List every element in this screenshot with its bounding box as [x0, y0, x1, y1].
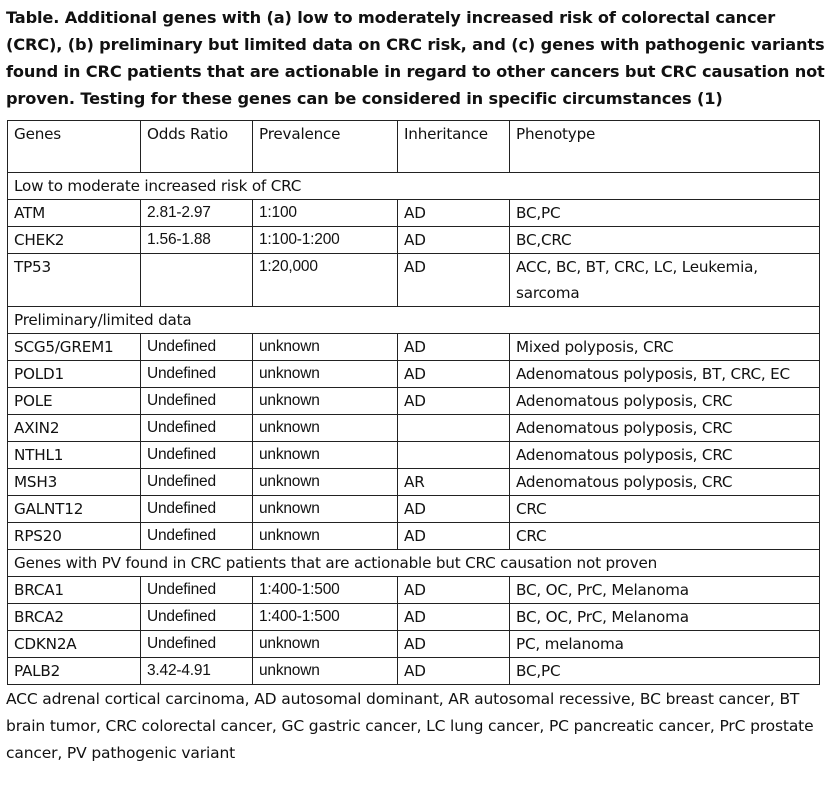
gene-cell: PALB2 — [8, 658, 141, 685]
gene-cell: SCG5/GREM1 — [8, 334, 141, 361]
gene-cell: POLD1 — [8, 361, 141, 388]
table-row — [8, 334, 820, 361]
table-row — [8, 254, 820, 307]
gene-cell: NTHL1 — [8, 442, 141, 469]
phenotype-cell: BC, OC, PrC, Melanoma — [510, 604, 820, 631]
odds-ratio-cell: Undefined — [141, 631, 253, 658]
inheritance-cell: AD — [398, 658, 510, 685]
header-odds-ratio: Odds Ratio — [141, 121, 253, 173]
gene-cell: CDKN2A — [8, 631, 141, 658]
table-row — [8, 227, 820, 254]
inheritance-cell: AD — [398, 631, 510, 658]
gene-cell: BRCA2 — [8, 604, 141, 631]
inheritance-cell: AD — [398, 577, 510, 604]
inheritance-cell: AD — [398, 227, 510, 254]
table-title: Table. Additional genes with (a) low to moderately increased risk of colorectal cancer (CRC), (b) preliminary but limited data on CRC risk, and (c) genes with pathogenic variants found in CRC patients that are actionable in regard to other cancers but CRC causation not proven. Testing for these genes can be considered in specific circumstances (1) — [6, 8, 825, 108]
odds-ratio-cell: Undefined — [141, 361, 253, 388]
odds-ratio-cell: Undefined — [141, 334, 253, 361]
section-heading: Genes with PV found in CRC patients that are actionable but CRC causation not proven — [8, 550, 820, 577]
phenotype-cell: PC, melanoma — [510, 631, 820, 658]
section-heading-row — [8, 307, 820, 334]
inheritance-cell — [398, 442, 510, 469]
phenotype-cell: Adenomatous polyposis, CRC — [510, 469, 820, 496]
phenotype-cell: Adenomatous polyposis, BT, CRC, EC — [510, 361, 820, 388]
table-row — [8, 604, 820, 631]
odds-ratio-cell: Undefined — [141, 469, 253, 496]
inheritance-cell: AD — [398, 254, 510, 307]
prevalence-cell: unknown — [253, 361, 398, 388]
table-body — [8, 173, 820, 685]
inheritance-cell: AD — [398, 496, 510, 523]
header-phenotype: Phenotype — [510, 121, 820, 173]
phenotype-cell: BC,CRC — [510, 227, 820, 254]
phenotype-cell: ACC, BC, BT, CRC, LC, Leukemia, sarcoma — [510, 254, 820, 307]
phenotype-cell: Adenomatous polyposis, CRC — [510, 388, 820, 415]
table-row — [8, 631, 820, 658]
prevalence-cell: 1:100-1:200 — [253, 227, 398, 254]
odds-ratio-cell: Undefined — [141, 604, 253, 631]
odds-ratio-cell: Undefined — [141, 388, 253, 415]
table-row — [8, 523, 820, 550]
phenotype-cell: BC,PC — [510, 200, 820, 227]
table-row — [8, 577, 820, 604]
prevalence-cell: unknown — [253, 523, 398, 550]
table-row — [8, 415, 820, 442]
section-heading-row — [8, 550, 820, 577]
header-inheritance: Inheritance — [398, 121, 510, 173]
phenotype-cell: Adenomatous polyposis, CRC — [510, 415, 820, 442]
odds-ratio-cell: 2.81-2.97 — [141, 200, 253, 227]
inheritance-cell: AD — [398, 334, 510, 361]
inheritance-cell: AD — [398, 200, 510, 227]
table-row — [8, 469, 820, 496]
gene-cell: POLE — [8, 388, 141, 415]
prevalence-cell: unknown — [253, 415, 398, 442]
gene-cell: RPS20 — [8, 523, 141, 550]
gene-cell: ATM — [8, 200, 141, 227]
phenotype-cell: CRC — [510, 523, 820, 550]
gene-cell: AXIN2 — [8, 415, 141, 442]
section-heading-row — [8, 173, 820, 200]
header-row — [8, 121, 820, 173]
odds-ratio-cell: Undefined — [141, 496, 253, 523]
prevalence-cell: unknown — [253, 631, 398, 658]
phenotype-cell: CRC — [510, 496, 820, 523]
gene-cell: BRCA1 — [8, 577, 141, 604]
prevalence-cell: 1:20,000 — [253, 254, 398, 307]
phenotype-cell: BC,PC — [510, 658, 820, 685]
gene-cell: TP53 — [8, 254, 141, 307]
odds-ratio-cell — [141, 254, 253, 307]
phenotype-cell: Mixed polyposis, CRC — [510, 334, 820, 361]
abbreviations-legend: ACC adrenal cortical carcinoma, AD autosomal dominant, AR autosomal recessive, BC breast cancer, BT brain tumor, CRC colorectal cancer, GC gastric cancer, LC lung cancer, PC pancreatic cancer, PrC prostate cancer, PV pathogenic variant — [6, 690, 814, 762]
prevalence-cell: unknown — [253, 469, 398, 496]
inheritance-cell: AD — [398, 361, 510, 388]
genes-table — [7, 120, 820, 685]
inheritance-cell: AR — [398, 469, 510, 496]
odds-ratio-cell: 3.42-4.91 — [141, 658, 253, 685]
gene-cell: MSH3 — [8, 469, 141, 496]
odds-ratio-cell: Undefined — [141, 577, 253, 604]
odds-ratio-cell: 1.56-1.88 — [141, 227, 253, 254]
inheritance-cell: AD — [398, 388, 510, 415]
prevalence-cell: unknown — [253, 442, 398, 469]
table-row — [8, 442, 820, 469]
prevalence-cell: 1:100 — [253, 200, 398, 227]
header-prevalence: Prevalence — [253, 121, 398, 173]
table-row — [8, 658, 820, 685]
phenotype-cell: BC, OC, PrC, Melanoma — [510, 577, 820, 604]
prevalence-cell: 1:400-1:500 — [253, 604, 398, 631]
section-heading: Low to moderate increased risk of CRC — [8, 173, 820, 200]
prevalence-cell: unknown — [253, 388, 398, 415]
prevalence-cell: unknown — [253, 334, 398, 361]
inheritance-cell: AD — [398, 604, 510, 631]
inheritance-cell — [398, 415, 510, 442]
section-heading: Preliminary/limited data — [8, 307, 820, 334]
prevalence-cell: 1:400-1:500 — [253, 577, 398, 604]
gene-cell: GALNT12 — [8, 496, 141, 523]
prevalence-cell: unknown — [253, 496, 398, 523]
table-row — [8, 200, 820, 227]
odds-ratio-cell: Undefined — [141, 442, 253, 469]
phenotype-cell: Adenomatous polyposis, CRC — [510, 442, 820, 469]
gene-cell: CHEK2 — [8, 227, 141, 254]
table-row — [8, 388, 820, 415]
odds-ratio-cell: Undefined — [141, 415, 253, 442]
header-genes: Genes — [8, 121, 141, 173]
table-row — [8, 496, 820, 523]
odds-ratio-cell: Undefined — [141, 523, 253, 550]
prevalence-cell: unknown — [253, 658, 398, 685]
table-row — [8, 361, 820, 388]
inheritance-cell: AD — [398, 523, 510, 550]
